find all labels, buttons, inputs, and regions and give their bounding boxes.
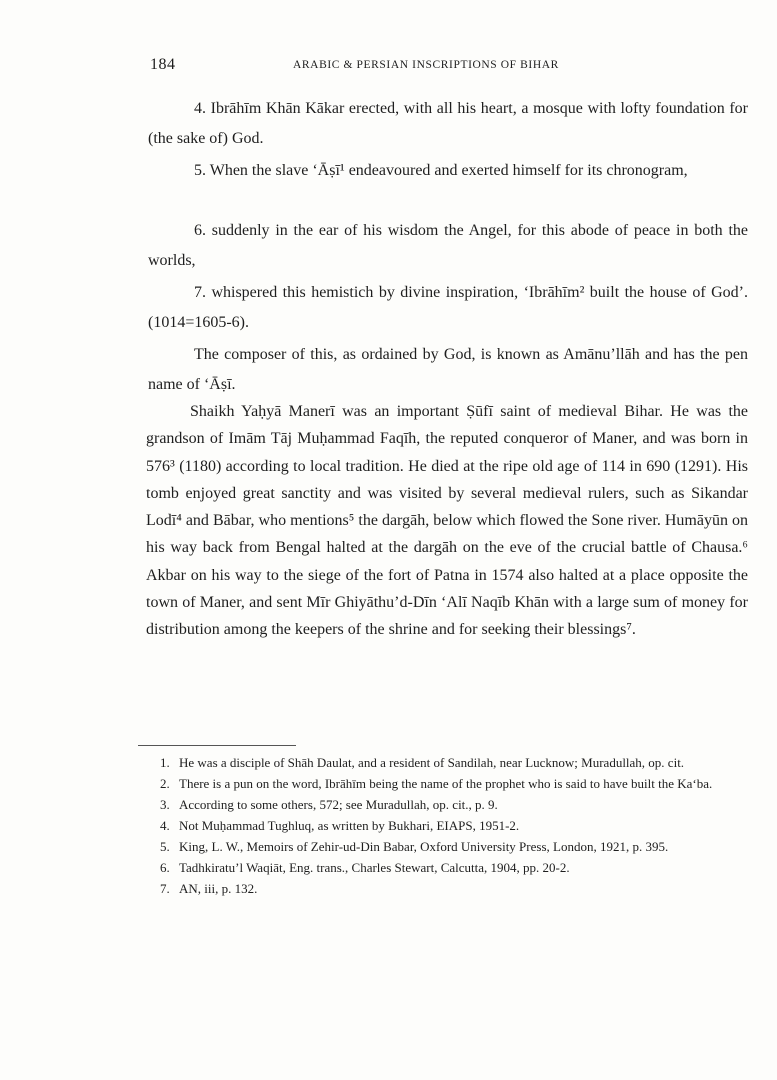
composer-note bbox=[148, 340, 748, 400]
footnote-text: There is a pun on the word, Ibrāhīm being the name of the prophet who is said to have built the Ka‘ba. bbox=[179, 776, 713, 791]
footnote bbox=[160, 815, 750, 836]
footnote-text: Not Muḥammad Tughluq, as written by Bukhari, EIAPS, 1951-2. bbox=[179, 818, 520, 833]
footnote-text: AN, iii, p. 132. bbox=[179, 881, 258, 896]
body-paragraph bbox=[146, 398, 748, 644]
footnote-number: 2. bbox=[160, 776, 170, 791]
verse-4 bbox=[148, 94, 748, 154]
footnote-number: 6. bbox=[160, 860, 170, 875]
footnote bbox=[160, 773, 750, 794]
verse-text: 6. suddenly in the ear of his wisdom the Angel, for this abode of peace in both the worlds, bbox=[148, 222, 748, 269]
footnote-text: Tadhkiratu’l Waqiāt, Eng. trans., Charles Stewart, Calcutta, 1904, pp. 20-2. bbox=[179, 860, 570, 875]
verse-7 bbox=[148, 278, 748, 338]
footnote-text: He was a disciple of Shāh Daulat, and a resident of Sandilah, near Lucknow; Muradullah, op. cit. bbox=[179, 755, 685, 770]
footnote bbox=[160, 878, 750, 899]
verse-text: 4. Ibrāhīm Khān Kākar erected, with all his heart, a mosque with lofty foundation for (the sake of) God. bbox=[148, 100, 748, 147]
footnote bbox=[160, 794, 750, 815]
footnote-number: 7. bbox=[160, 881, 170, 896]
footnote bbox=[160, 857, 750, 878]
running-head: ARABIC & PERSIAN INSCRIPTIONS OF BIHAR bbox=[293, 59, 559, 71]
footnote-text: According to some others, 572; see Muradullah, op. cit., p. 9. bbox=[179, 797, 498, 812]
footnote bbox=[160, 752, 750, 773]
footnote-text: King, L. W., Memoirs of Zehir-ud-Din Babar, Oxford University Press, London, 1921, p. 395. bbox=[179, 839, 669, 854]
footnote-rule bbox=[138, 745, 296, 746]
verse-text: 7. whispered this hemistich by divine inspiration, ‘Ibrāhīm² built the house of God’. (1014=1605-6). bbox=[148, 284, 748, 331]
footnote-number: 1. bbox=[160, 755, 170, 770]
footnote-number: 3. bbox=[160, 797, 170, 812]
page-number: 184 bbox=[150, 56, 176, 73]
verse-5 bbox=[148, 156, 748, 186]
verse-text: 5. When the slave ‘Āṣī¹ endeavoured and exerted himself for its chronogram, bbox=[194, 162, 688, 179]
footnote-number: 5. bbox=[160, 839, 170, 854]
body-text: Shaikh Yaḥyā Manerī was an important Ṣūfī saint of medieval Bihar. He was the grandson of Imām Tāj Muḥammad Faqīh, the reputed conqueror of Maner, and was born in 576³ (1180) according to local tradition. He died at the ripe old age of 114 in 690 (1291). His tomb enjoyed great sanctity and was visited by several medieval rulers, such as Sikandar Lodī⁴ and Bābar, who mentions⁵ the dargāh, below which flowed the Sone river. Humāyūn on his way back from Bengal halted at the dargāh on the eve of the crucial battle of Chausa.⁶ Akbar on his way to the siege of the fort of Patna in 1574 also halted at a place opposite the town of Maner, and sent Mīr Ghiyāthu’d-Dīn ‘Alī Naqīb Khān with a large sum of money for distribution among the keepers of the shrine and for seeking their blessings⁷. bbox=[146, 403, 748, 639]
verse-6 bbox=[148, 216, 748, 276]
footnotes bbox=[160, 752, 750, 899]
footnote-number: 4. bbox=[160, 818, 170, 833]
page-header bbox=[150, 56, 750, 80]
footnote bbox=[160, 836, 750, 857]
composer-text: The composer of this, as ordained by God, is known as Amānu’llāh and has the pen name of ‘Āṣī. bbox=[148, 346, 748, 393]
